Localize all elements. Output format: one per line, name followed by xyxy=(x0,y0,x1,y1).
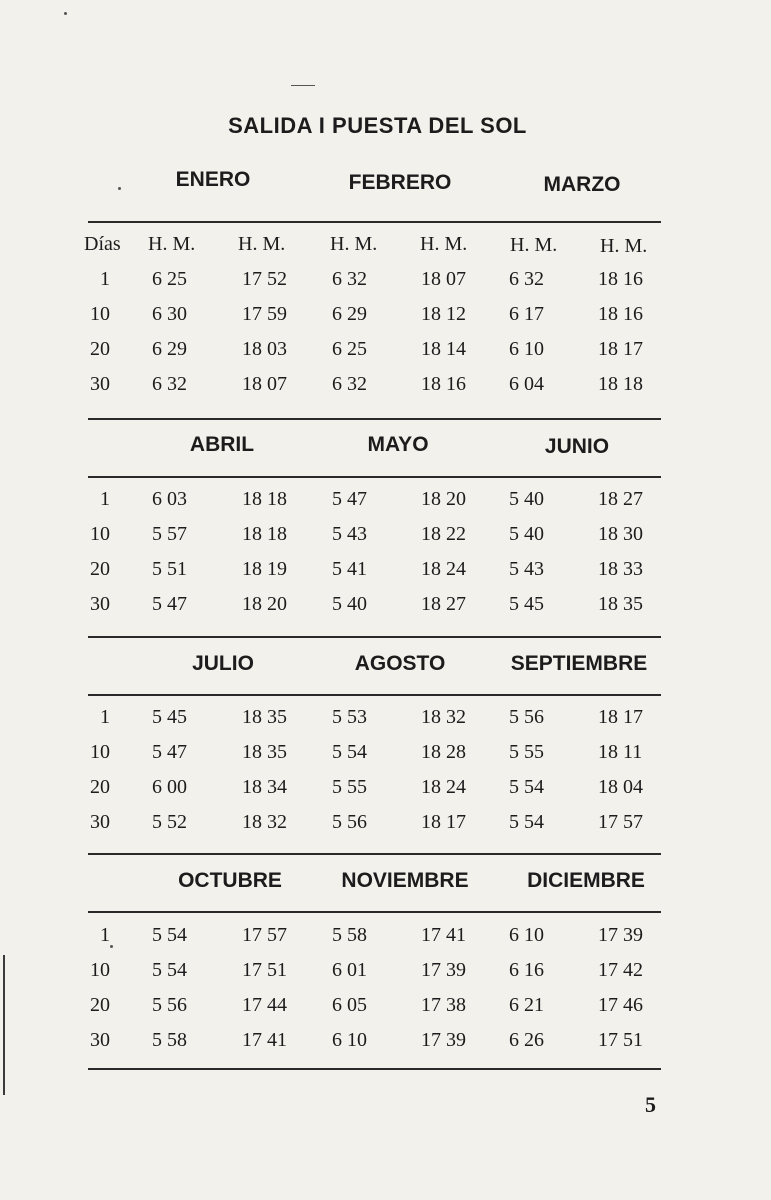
sunset-cell: 17 39 xyxy=(598,924,643,946)
column-label: H. M. xyxy=(420,233,468,255)
sunset-cell: 17 44 xyxy=(242,994,287,1016)
sunset-cell: 18 14 xyxy=(421,338,466,360)
sunset-cell: 18 07 xyxy=(421,268,466,290)
ink-speck xyxy=(3,955,5,1095)
sunset-cell: 18 20 xyxy=(242,593,287,615)
sunrise-cell: 6 05 xyxy=(332,994,367,1016)
sunset-cell: 18 32 xyxy=(242,811,287,833)
sunset-cell: 18 19 xyxy=(242,558,287,580)
ink-speck xyxy=(110,945,113,948)
divider xyxy=(88,1068,661,1070)
sunset-cell: 18 18 xyxy=(598,373,643,395)
sunrise-cell: 6 01 xyxy=(332,959,367,981)
sunrise-cell: 6 32 xyxy=(509,268,544,290)
sunrise-cell: 5 43 xyxy=(509,558,544,580)
sunrise-cell: 6 29 xyxy=(152,338,187,360)
sunset-cell: 18 33 xyxy=(598,558,643,580)
sunrise-cell: 6 10 xyxy=(509,338,544,360)
sunrise-cell: 6 21 xyxy=(509,994,544,1016)
day-cell: 20 xyxy=(90,776,110,798)
sunset-cell: 18 18 xyxy=(242,488,287,510)
sunset-cell: 18 17 xyxy=(598,338,643,360)
day-cell: 1 xyxy=(100,268,110,290)
sunrise-cell: 6 04 xyxy=(509,373,544,395)
sunset-cell: 17 41 xyxy=(242,1029,287,1051)
sunset-cell: 17 51 xyxy=(598,1029,643,1051)
month-heading: JUNIO xyxy=(544,435,610,458)
sunset-cell: 18 04 xyxy=(598,776,643,798)
sunrise-cell: 6 30 xyxy=(152,303,187,325)
divider xyxy=(88,476,661,478)
day-cell: 30 xyxy=(90,373,110,395)
sunset-cell: 18 16 xyxy=(421,373,466,395)
sunrise-cell: 5 55 xyxy=(332,776,367,798)
sunrise-cell: 6 32 xyxy=(152,373,187,395)
sunrise-cell: 5 47 xyxy=(152,593,187,615)
sunrise-cell: 6 00 xyxy=(152,776,187,798)
month-heading: AGOSTO xyxy=(354,652,446,675)
sunset-cell: 18 30 xyxy=(598,523,643,545)
sunrise-cell: 5 43 xyxy=(332,523,367,545)
sunrise-cell: 5 47 xyxy=(152,741,187,763)
sunset-cell: 18 32 xyxy=(421,706,466,728)
sunrise-cell: 5 45 xyxy=(509,593,544,615)
day-cell: 20 xyxy=(90,994,110,1016)
day-cell: 10 xyxy=(90,523,110,545)
sunset-cell: 17 46 xyxy=(598,994,643,1016)
day-cell: 30 xyxy=(90,811,110,833)
sunrise-cell: 5 55 xyxy=(509,741,544,763)
ink-speck xyxy=(118,187,121,190)
day-cell: 10 xyxy=(90,959,110,981)
day-cell: 1 xyxy=(100,488,110,510)
sunrise-cell: 5 54 xyxy=(152,924,187,946)
sunset-cell: 18 35 xyxy=(242,706,287,728)
sunrise-cell: 5 41 xyxy=(332,558,367,580)
sunset-cell: 18 18 xyxy=(242,523,287,545)
ink-speck xyxy=(64,12,67,15)
sunset-cell: 18 20 xyxy=(421,488,466,510)
sunset-cell: 18 07 xyxy=(242,373,287,395)
sunset-cell: 17 38 xyxy=(421,994,466,1016)
day-cell: 20 xyxy=(90,338,110,360)
sunrise-cell: 5 52 xyxy=(152,811,187,833)
sunset-cell: 17 57 xyxy=(242,924,287,946)
sunset-cell: 17 59 xyxy=(242,303,287,325)
sunset-cell: 17 52 xyxy=(242,268,287,290)
sunrise-cell: 6 32 xyxy=(332,268,367,290)
sunset-cell: 17 41 xyxy=(421,924,466,946)
sunset-cell: 18 34 xyxy=(242,776,287,798)
day-cell: 1 xyxy=(100,924,110,946)
sunset-cell: 18 28 xyxy=(421,741,466,763)
month-heading: JULIO xyxy=(192,652,254,675)
sunrise-cell: 6 25 xyxy=(152,268,187,290)
month-heading: ABRIL xyxy=(189,433,255,456)
month-heading: ENERO xyxy=(175,168,251,191)
day-cell: 30 xyxy=(90,593,110,615)
sunset-cell: 18 03 xyxy=(242,338,287,360)
sunset-cell: 17 57 xyxy=(598,811,643,833)
sunrise-cell: 5 56 xyxy=(332,811,367,833)
sunset-cell: 17 39 xyxy=(421,1029,466,1051)
sunrise-cell: 6 16 xyxy=(509,959,544,981)
sunrise-cell: 5 54 xyxy=(509,811,544,833)
sunrise-cell: 5 51 xyxy=(152,558,187,580)
sunset-cell: 18 12 xyxy=(421,303,466,325)
sunrise-cell: 5 40 xyxy=(332,593,367,615)
month-heading: MARZO xyxy=(543,173,621,196)
sunrise-cell: 5 56 xyxy=(152,994,187,1016)
sunrise-cell: 5 40 xyxy=(509,488,544,510)
divider xyxy=(88,911,661,913)
days-label: Días xyxy=(84,233,121,255)
column-label: H. M. xyxy=(238,233,286,255)
sunset-cell: 18 16 xyxy=(598,268,643,290)
ink-speck xyxy=(291,85,315,86)
sunrise-cell: 5 40 xyxy=(509,523,544,545)
sunrise-cell: 5 54 xyxy=(332,741,367,763)
sunset-cell: 17 39 xyxy=(421,959,466,981)
sunset-cell: 17 51 xyxy=(242,959,287,981)
sunset-cell: 18 35 xyxy=(598,593,643,615)
sunrise-cell: 6 03 xyxy=(152,488,187,510)
sunrise-cell: 6 26 xyxy=(509,1029,544,1051)
sunrise-cell: 5 58 xyxy=(332,924,367,946)
sunrise-cell: 6 29 xyxy=(332,303,367,325)
column-label: H. M. xyxy=(510,234,558,256)
sunrise-cell: 6 32 xyxy=(332,373,367,395)
sunset-cell: 18 24 xyxy=(421,776,466,798)
sunset-cell: 18 24 xyxy=(421,558,466,580)
sunset-cell: 18 35 xyxy=(242,741,287,763)
sunrise-cell: 5 47 xyxy=(332,488,367,510)
sunset-cell: 18 17 xyxy=(598,706,643,728)
month-heading: FEBRERO xyxy=(348,171,452,194)
sunset-cell: 18 17 xyxy=(421,811,466,833)
sunrise-cell: 5 56 xyxy=(509,706,544,728)
month-heading: DICIEMBRE xyxy=(527,869,645,892)
sunset-cell: 18 22 xyxy=(421,523,466,545)
month-heading: NOVIEMBRE xyxy=(341,869,469,892)
day-cell: 20 xyxy=(90,558,110,580)
sunset-cell: 18 27 xyxy=(598,488,643,510)
sunrise-cell: 5 54 xyxy=(152,959,187,981)
sunrise-cell: 6 10 xyxy=(509,924,544,946)
sunrise-cell: 5 54 xyxy=(509,776,544,798)
column-label: H. M. xyxy=(148,233,196,255)
column-label: H. M. xyxy=(330,233,378,255)
month-heading: OCTUBRE xyxy=(178,869,282,892)
day-cell: 10 xyxy=(90,303,110,325)
sunset-cell: 18 11 xyxy=(598,741,643,763)
day-cell: 1 xyxy=(100,706,110,728)
sunset-cell: 18 16 xyxy=(598,303,643,325)
day-cell: 30 xyxy=(90,1029,110,1051)
day-cell: 10 xyxy=(90,741,110,763)
month-heading: MAYO xyxy=(367,433,429,456)
sunset-cell: 18 27 xyxy=(421,593,466,615)
page-title: SALIDA I PUESTA DEL SOL xyxy=(228,113,527,138)
divider xyxy=(88,221,661,223)
divider xyxy=(88,853,661,855)
sunrise-cell: 5 58 xyxy=(152,1029,187,1051)
sunrise-cell: 6 10 xyxy=(332,1029,367,1051)
month-heading: SEPTIEMBRE xyxy=(510,652,648,675)
sunrise-cell: 6 25 xyxy=(332,338,367,360)
sunrise-cell: 5 45 xyxy=(152,706,187,728)
sunrise-cell: 6 17 xyxy=(509,303,544,325)
sunset-cell: 17 42 xyxy=(598,959,643,981)
divider xyxy=(88,636,661,638)
column-label: H. M. xyxy=(600,235,648,257)
divider xyxy=(88,694,661,696)
sunrise-cell: 5 53 xyxy=(332,706,367,728)
divider xyxy=(88,418,661,420)
page-number: 5 xyxy=(645,1092,656,1117)
sunrise-cell: 5 57 xyxy=(152,523,187,545)
